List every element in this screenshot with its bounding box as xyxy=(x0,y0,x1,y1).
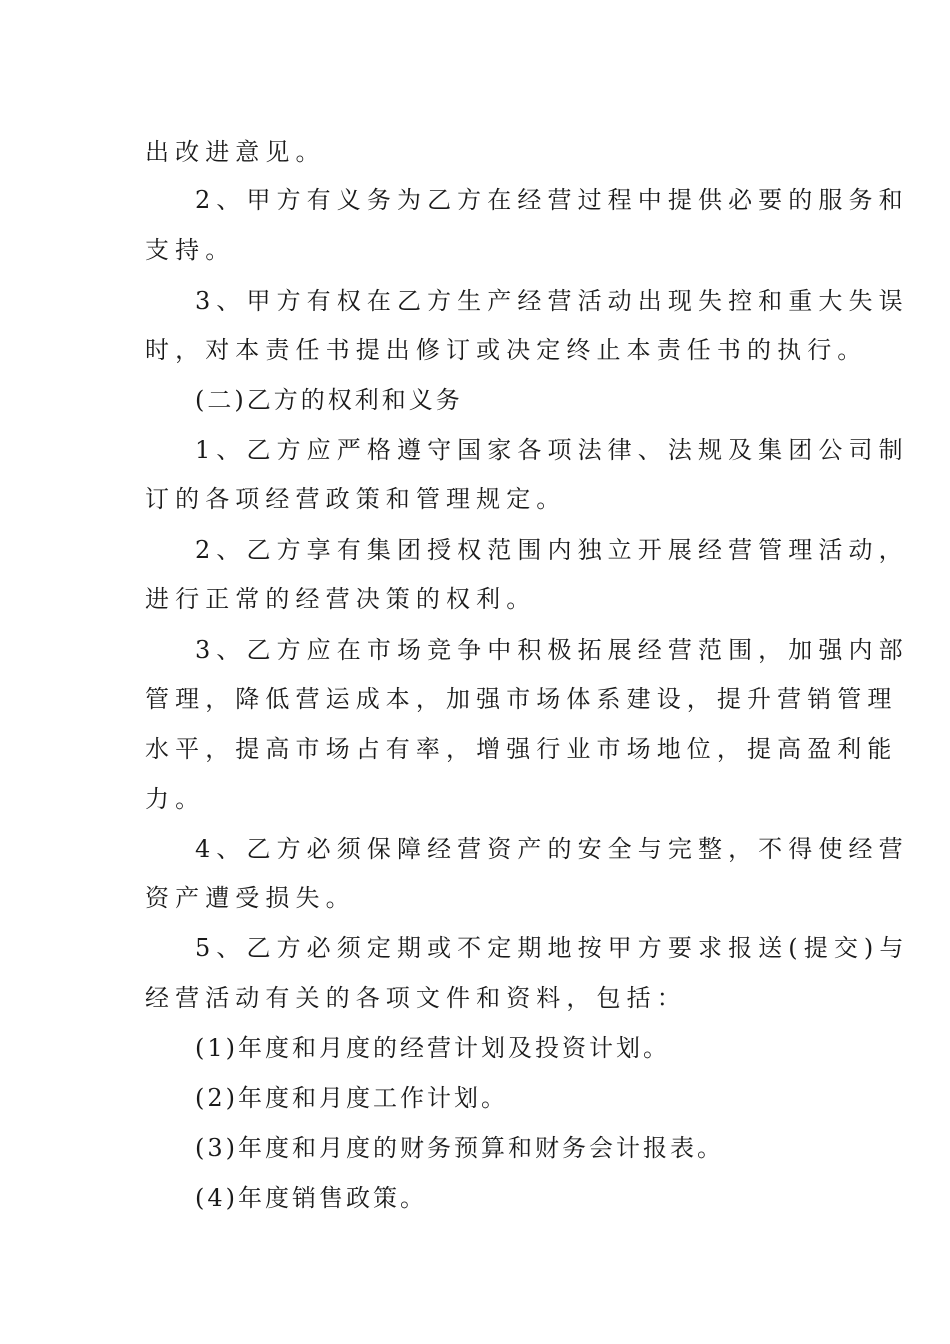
text-line: 订的各项经营政策和管理规定。 xyxy=(145,485,567,513)
list-item: (3)年度和月度的财务预算和财务会计报表。 xyxy=(195,1134,724,1162)
list-item: (1)年度和月度的经营计划及投资计划。 xyxy=(195,1034,670,1062)
text-line: 力。 xyxy=(145,785,206,813)
text-line: 5、乙方必须定期或不定期地按甲方要求报送(提交)与 xyxy=(195,934,910,962)
section-heading: (二)乙方的权利和义务 xyxy=(195,386,463,414)
text-line: 经营活动有关的各项文件和资料，包括： xyxy=(145,984,687,1012)
text-line: 进行正常的经营决策的权利。 xyxy=(145,585,537,613)
text-line: 2、甲方有义务为乙方在经营过程中提供必要的服务和 xyxy=(195,186,909,214)
text-line: 3、乙方应在市场竞争中积极拓展经营范围，加强内部 xyxy=(195,636,909,664)
text-line: 出改进意见。 xyxy=(145,138,326,166)
text-line: 管理，降低营运成本，加强市场体系建设，提升营销管理 xyxy=(145,685,898,713)
text-line: 3、甲方有权在乙方生产经营活动出现失控和重大失误 xyxy=(195,287,909,315)
text-line: 资产遭受损失。 xyxy=(145,884,356,912)
text-line: 水平，提高市场占有率，增强行业市场地位，提高盈利能 xyxy=(145,735,898,763)
text-line: 2、乙方享有集团授权范围内独立开展经营管理活动， xyxy=(195,536,909,564)
list-item: (4)年度销售政策。 xyxy=(195,1184,427,1212)
text-line: 4、乙方必须保障经营资产的安全与完整，不得使经营 xyxy=(195,835,909,863)
text-line: 支持。 xyxy=(145,236,236,264)
text-line: 1、乙方应严格遵守国家各项法律、法规及集团公司制 xyxy=(195,436,909,464)
list-item: (2)年度和月度工作计划。 xyxy=(195,1084,508,1112)
text-line: 时，对本责任书提出修订或决定终止本责任书的执行。 xyxy=(145,336,868,364)
